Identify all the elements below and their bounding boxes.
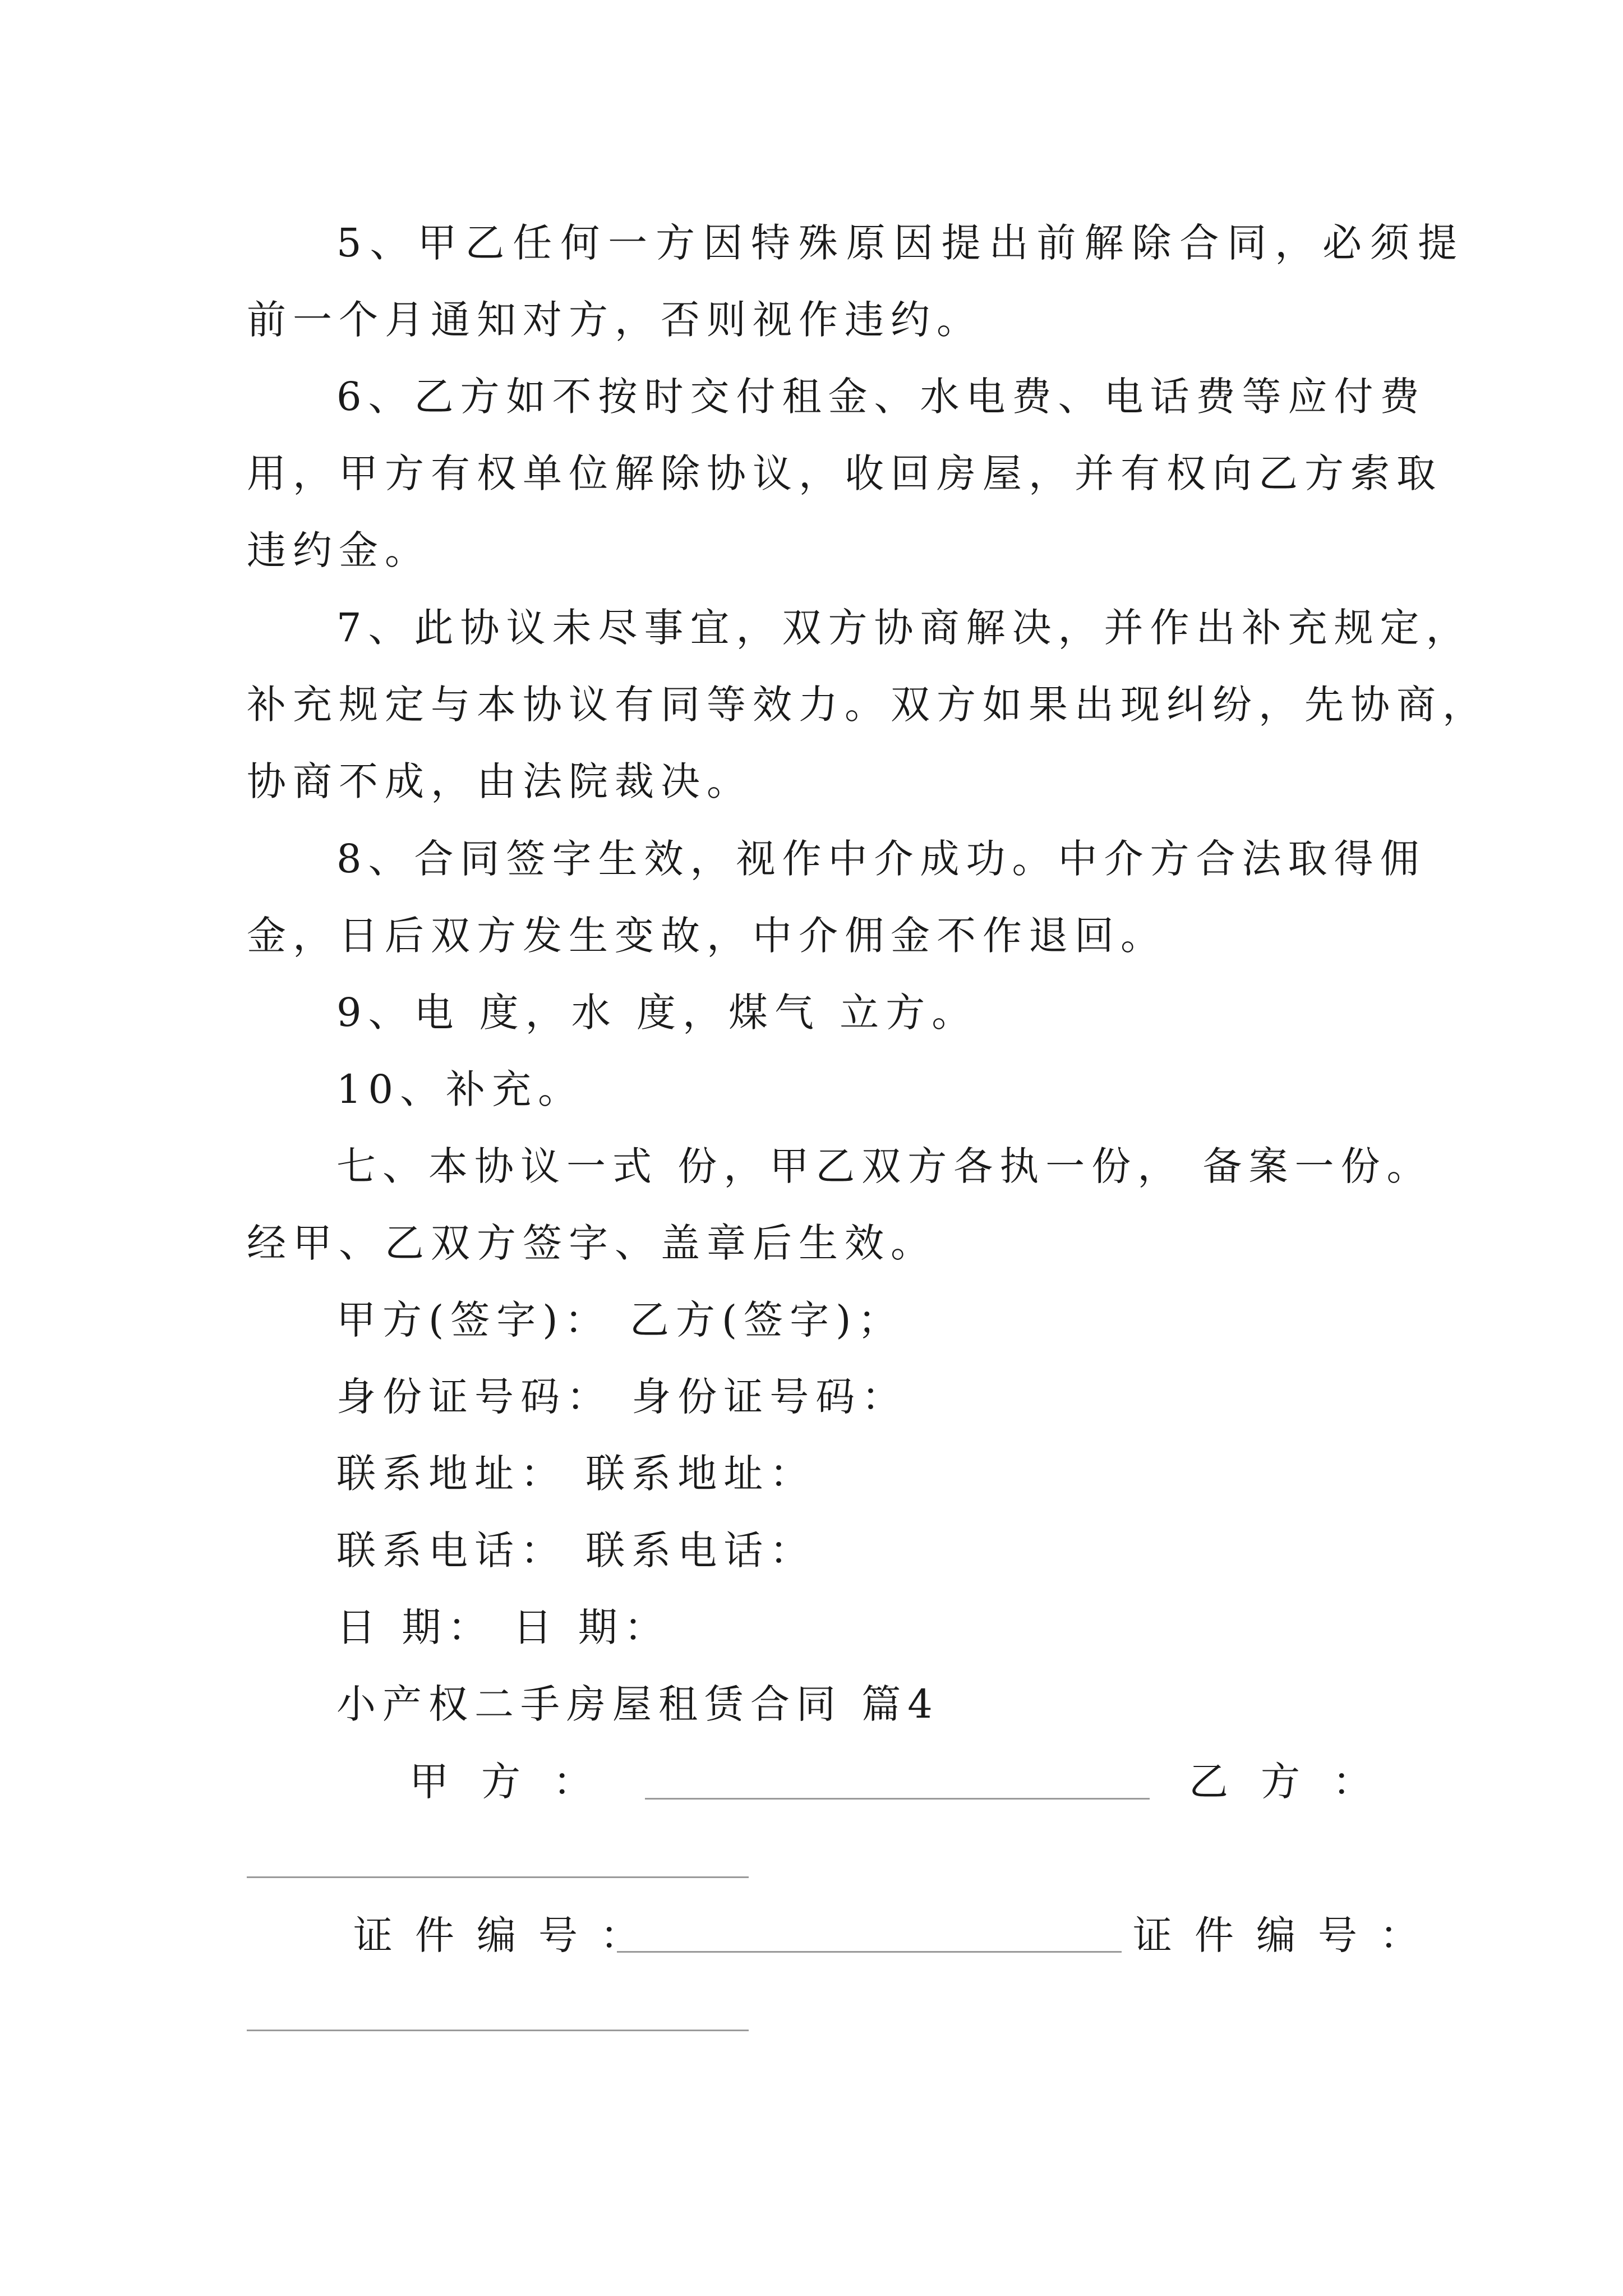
clause-7-line-2: 补充规定与本协议有同等效力。双方如果出现纠纷，先协商， xyxy=(247,682,1488,728)
clause-9: 9、电 度，水 度，煤气 立方。 xyxy=(336,990,978,1036)
date-line: 日 期： 日 期： xyxy=(336,1604,670,1650)
clause-8-line-2: 金，日后双方发生变故，中介佣金不作退回。 xyxy=(247,913,1166,959)
party-a-blank-line xyxy=(645,1798,1150,1800)
address-line: 联系地址： 联系地址： xyxy=(336,1451,816,1497)
id-number-line: 身份证号码： 身份证号码： xyxy=(336,1374,908,1420)
party-b-label: 乙方： xyxy=(1189,1759,1404,1805)
clause-6-line-1: 6、乙方如不按时交付租金、水电费、电话费等应付费 xyxy=(336,374,1426,420)
id-a-label: 证件编号： xyxy=(353,1912,662,1958)
clause-6-line-2: 用，甲方有权单位解除协议，收回房屋，并有权向乙方索取 xyxy=(247,450,1442,496)
clause-5-line-1: 5、甲乙任何一方因特殊原因提出前解除合同，必须提 xyxy=(336,220,1464,266)
section-7-line-2: 经甲、乙双方签字、盖章后生效。 xyxy=(247,1220,937,1266)
clause-7-line-1: 7、此协议未尽事宜，双方协商解决，并作出补充规定， xyxy=(336,605,1472,651)
clause-5-line-2: 前一个月通知对方，否则视作违约。 xyxy=(247,297,983,343)
clause-8-line-1: 8、合同签字生效，视作中介成功。中介方合法取得佣 xyxy=(336,836,1426,882)
id-b-blank-line xyxy=(247,2030,749,2031)
clause-6-line-3: 违约金。 xyxy=(247,527,431,573)
section-heading: 小产权二手房屋租赁合同 篇4 xyxy=(336,1681,939,1727)
clause-10: 10、补充。 xyxy=(336,1066,584,1112)
id-b-label: 证件编号： xyxy=(1133,1912,1441,1958)
id-a-blank-line xyxy=(617,1951,1122,1953)
section-7-line-1: 七、本协议一式 份，甲乙双方各执一份， 备案一份。 xyxy=(336,1143,1433,1189)
clause-7-line-3: 协商不成，由法院裁决。 xyxy=(247,758,753,804)
party-a-label: 甲方： xyxy=(409,1759,625,1805)
signature-line: 甲方(签字)： 乙方(签字)； xyxy=(336,1297,904,1343)
party-b-blank-line xyxy=(247,1876,749,1878)
phone-line: 联系电话： 联系电话： xyxy=(336,1527,816,1573)
